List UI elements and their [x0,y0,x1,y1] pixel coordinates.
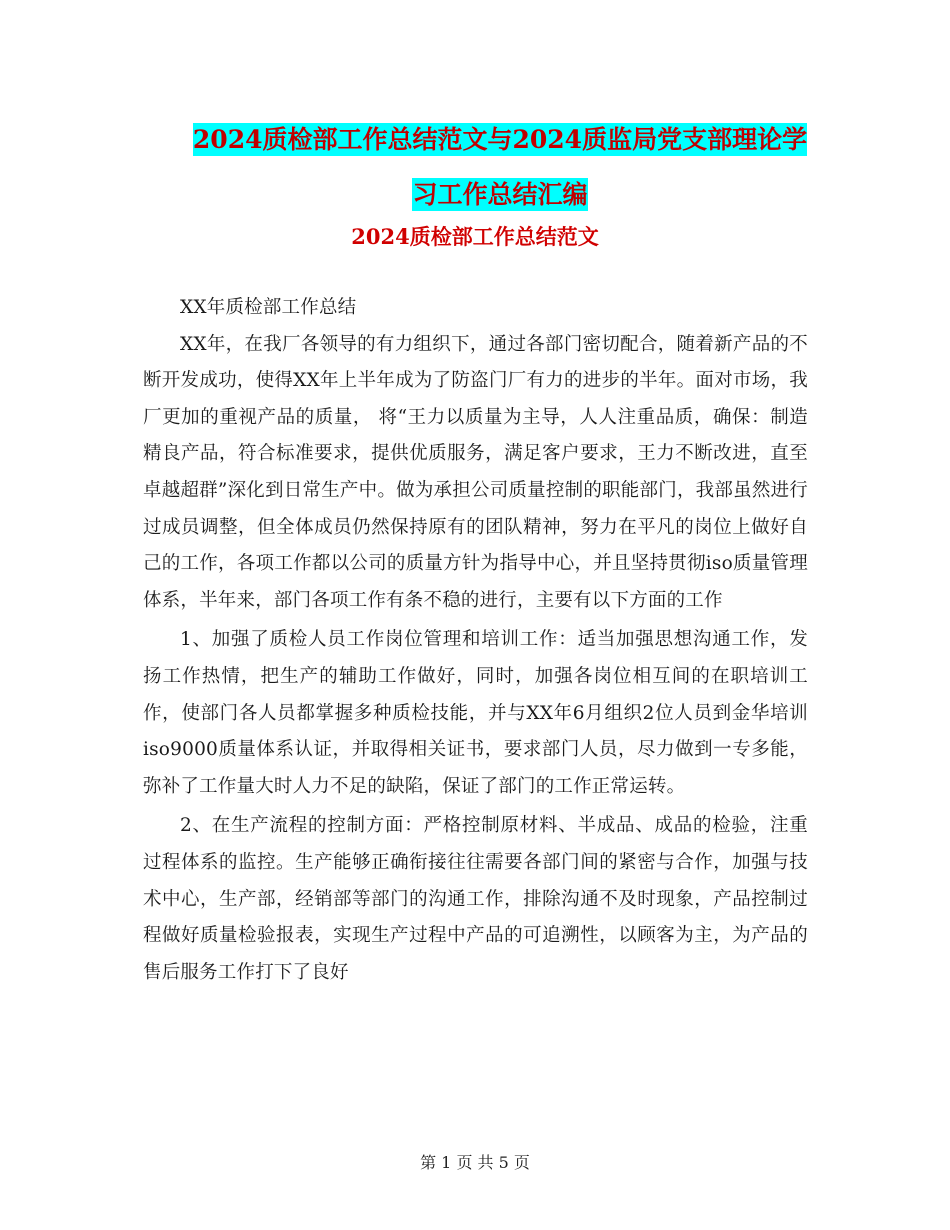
document-title-line-1: 2024质检部工作总结范文与2024质监局党支部理论学 [192,125,808,154]
document-title-line-2: 习工作总结汇编 [412,180,588,209]
paragraph-heading: XX年质检部工作总结 [180,297,357,318]
section-title: 2024质检部工作总结范文 [351,224,599,249]
paragraph: XX年，在我厂各领导的有力组织下，通过各部门密切配合，随着新产品的不断开发成功，使得XX年上半年成为了防盗门厂有力的进步的半年。面对市场，我厂更加的重视产品的质量， 将“王力以质量为主导，人人注重品质，确保：制造精良产品，符合标准要求，提供优质服务，满足客户要求，王力不断改进，直至卓越超群”深化到日常生产中。做为承担公司质量控制的职能部门，我部虽然进行过成员调整，但全体成员仍然保持原有的团队精神，努力在平凡的岗位上做好自己的工作，各项工作都以公司的质量方针为指导中心，并且坚持贯彻iso质量管理体系，半年来，部门各项工作有条不稳的进行，主要有以下方面的工作 [143,333,808,611]
page-footer: 第 1 页 共 5 页 [420,1153,530,1172]
paragraph: 1、加强了质检人员工作岗位管理和培训工作：适当加强思想沟通工作，发扬工作热情，把生产的辅助工作做好，同时，加强各岗位相互间的在职培训工作，使部门各人员都掌握多种质检技能，并与XX年6月组织2位人员到金华培训iso9000质量体系认证，并取得相关证书，要求部门人员，尽力做到一专多能，弥补了工作量大时人力不足的缺陷，保证了部门的工作正常运转。 [143,629,808,797]
document-title [140,112,860,222]
document-body [143,290,808,991]
paragraph: 2、在生产流程的控制方面：严格控制原材料、半成品、成品的检验，注重过程体系的监控。生产能够正确衔接往往需要各部门间的紧密与合作，加强与技术中心，生产部，经销部等部门的沟通工作，排除沟通不及时现象，产品控制过程做好质量检验报表，实现生产过程中产品的可追溯性，以顾客为主，为产品的售后服务工作打下了良好 [143,815,808,983]
